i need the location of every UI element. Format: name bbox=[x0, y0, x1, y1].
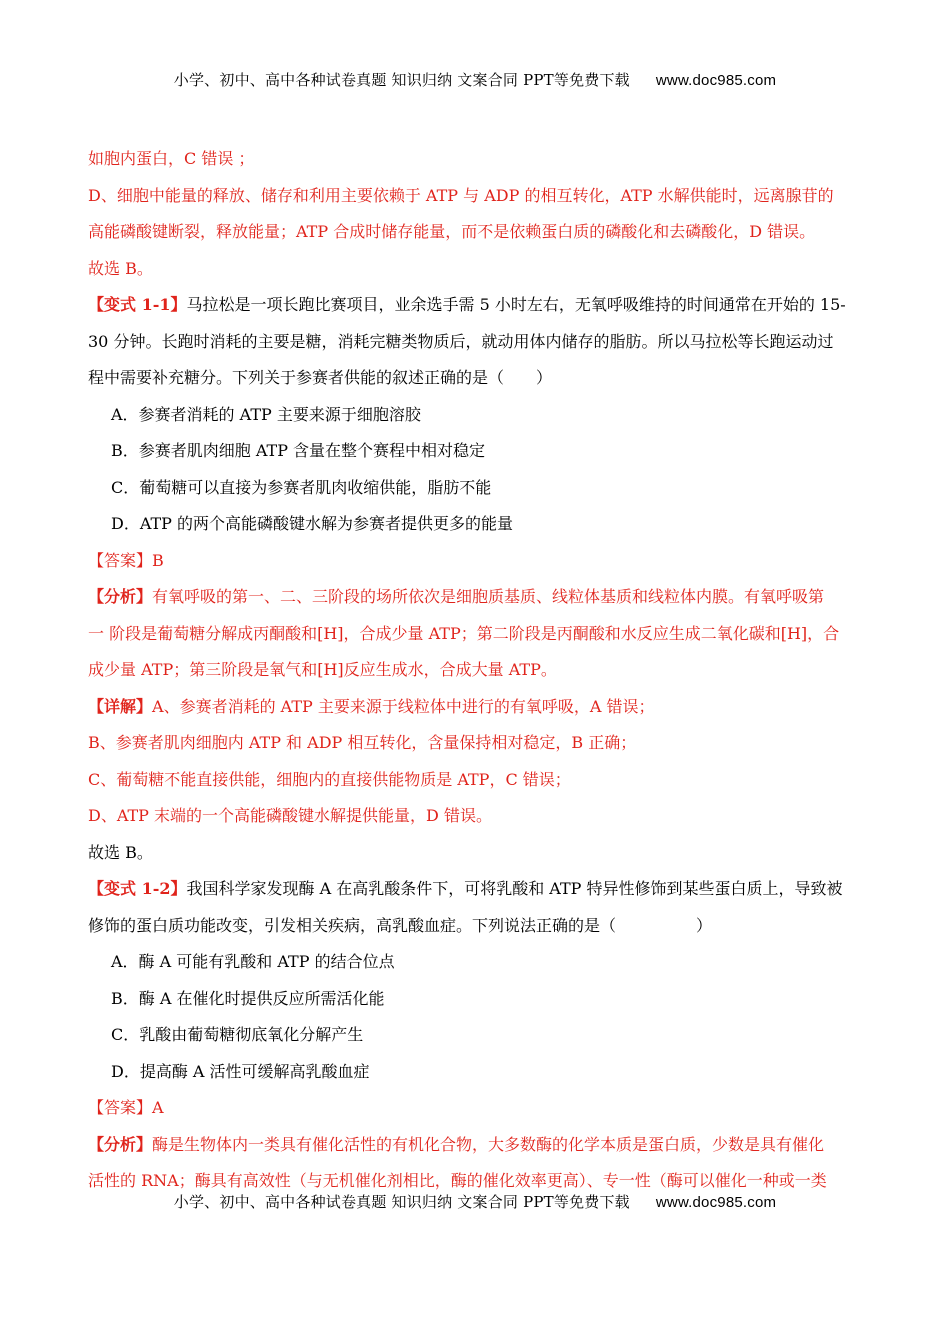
q2-option-b: B．酶 A 在催化时提供反应所需活化能 bbox=[111, 988, 385, 1008]
q2-analysis-text-1: 酶是生物体内一类具有催化活性的有机化合物，大多数酶的化学本质是蛋白质，少数是具有催化 bbox=[152, 1134, 825, 1154]
q1-stem-text-1: 马拉松是一项长跑比赛项目，业余选手需 5 小时左右，无氧呼吸维持的时间通常在开始的 15- bbox=[186, 295, 846, 314]
q1-conclusion: 故选 B。 bbox=[88, 842, 153, 862]
q1-detail-line-4: D、ATP 末端的一个高能磷酸键水解提供能量，D 错误。 bbox=[88, 806, 492, 825]
prev-line-3: 高能磷酸键断裂，释放能量；ATP 合成时储存能量，而不是依赖蛋白质的磷酸化和去磷酸化，D 错误。 bbox=[88, 222, 816, 241]
q1-detail-line-3: C、葡萄糖不能直接供能，细胞内的直接供能物质是 ATP，C 错误； bbox=[88, 769, 571, 789]
q2-option-a: A．酶 A 可能有乳酸和 ATP 的结合位点 bbox=[111, 952, 395, 971]
q2-tag: 【变式 1-2】 bbox=[88, 879, 187, 898]
page-footer bbox=[0, 1191, 950, 1212]
q1-analysis-line-1 bbox=[88, 579, 864, 616]
page-header bbox=[0, 69, 950, 90]
q1-detail-line-1 bbox=[88, 689, 864, 726]
q1-answer-tag: 【答案】 bbox=[88, 550, 153, 570]
q2-answer bbox=[88, 1090, 864, 1127]
prev-line-2: D、细胞中能量的释放、储存和利用主要依赖于 ATP 与 ADP 的相互转化，ATP 水解供能时，远离腺苷的 bbox=[88, 185, 834, 205]
q2-analysis-line-1 bbox=[88, 1127, 864, 1164]
q1-option-d: D．ATP 的两个高能磷酸键水解为参赛者提供更多的能量 bbox=[111, 514, 514, 533]
q2-option-d: D．提高酶 A 活性可缓解高乳酸血症 bbox=[111, 1061, 370, 1081]
q1-option-c: C．葡萄糖可以直接为参赛者肌肉收缩供能，脂肪不能 bbox=[111, 477, 492, 497]
footer-site: www.doc985.com bbox=[655, 1194, 777, 1211]
q1-stem-line-1 bbox=[88, 287, 864, 324]
q2-answer-tag: 【答案】 bbox=[88, 1098, 153, 1117]
document-body bbox=[88, 141, 864, 1200]
prev-line-1: 如胞内蛋白，C 错误 ； bbox=[88, 149, 255, 168]
q1-option-b: B．参赛者肌肉细胞 ATP 含量在整个赛程中相对稳定 bbox=[111, 441, 486, 460]
q1-option-a: A．参赛者消耗的 ATP 主要来源于细胞溶胶 bbox=[111, 404, 421, 424]
q2-stem-text-1: 我国科学家发现酶 A 在高乳酸条件下，可将乳酸和 ATP 特异性修饰到某些蛋白质上，导致被 bbox=[186, 879, 843, 898]
q1-analysis-tag: 【分析】 bbox=[88, 587, 153, 606]
q1-analysis-line-3: 成少量 ATP；第三阶段是氧气和[H]反应生成水，合成大量 ATP。 bbox=[88, 660, 557, 679]
q1-detail-text-1: A、参赛者消耗的 ATP 主要来源于线粒体中进行的有氧呼吸，A 错误； bbox=[152, 696, 655, 716]
q2-stem-line-1 bbox=[88, 871, 864, 908]
q2-answer-value: A bbox=[152, 1098, 164, 1117]
header-site: www.doc985.com bbox=[655, 72, 777, 89]
q1-stem-line-3: 程中需要补充糖分。下列关于参赛者供能的叙述正确的是（ ） bbox=[88, 368, 553, 387]
q1-answer bbox=[88, 543, 864, 580]
q1-answer-value: B bbox=[152, 550, 164, 570]
prev-conclusion: 故选 B。 bbox=[88, 258, 153, 278]
q1-analysis-line-2: 一 阶段是葡萄糖分解成丙酮酸和[H]，合成少量 ATP；第二阶段是丙酮酸和水反应生成二氧化碳和[H]，合 bbox=[88, 623, 840, 643]
q1-detail-tag: 【详解】 bbox=[88, 696, 153, 716]
q2-stem-line-2: 修饰的蛋白质功能改变，引发相关疾病，高乳酸血症。下列说法正确的是（ ） bbox=[88, 915, 713, 935]
header-text: 小学、初中、高中各种试卷真题 知识归纳 文案合同 PPT等免费下载 bbox=[173, 71, 630, 89]
q1-tag: 【变式 1-1】 bbox=[88, 295, 187, 314]
q1-detail-line-2: B、参赛者肌肉细胞内 ATP 和 ADP 相互转化，含量保持相对稳定，B 正确； bbox=[88, 733, 637, 752]
q2-analysis-tag: 【分析】 bbox=[88, 1134, 153, 1154]
footer-text: 小学、初中、高中各种试卷真题 知识归纳 文案合同 PPT等免费下载 bbox=[173, 1193, 630, 1211]
q2-option-c: C．乳酸由葡萄糖彻底氧化分解产生 bbox=[111, 1025, 364, 1044]
q1-analysis-text-1: 有氧呼吸的第一、二、三阶段的场所依次是细胞质基质、线粒体基质和线粒体内膜。有氧呼吸第 bbox=[152, 587, 825, 606]
q2-analysis-line-2: 活性的 RNA；酶具有高效性（与无机催化剂相比，酶的催化效率更高）、专一性（酶可以催化一种或一类 bbox=[88, 1171, 827, 1190]
q1-stem-line-2: 30 分钟。长跑时消耗的主要是糖，消耗完糖类物质后，就动用体内储存的脂肪。所以马拉松等长跑运动过 bbox=[88, 331, 834, 351]
